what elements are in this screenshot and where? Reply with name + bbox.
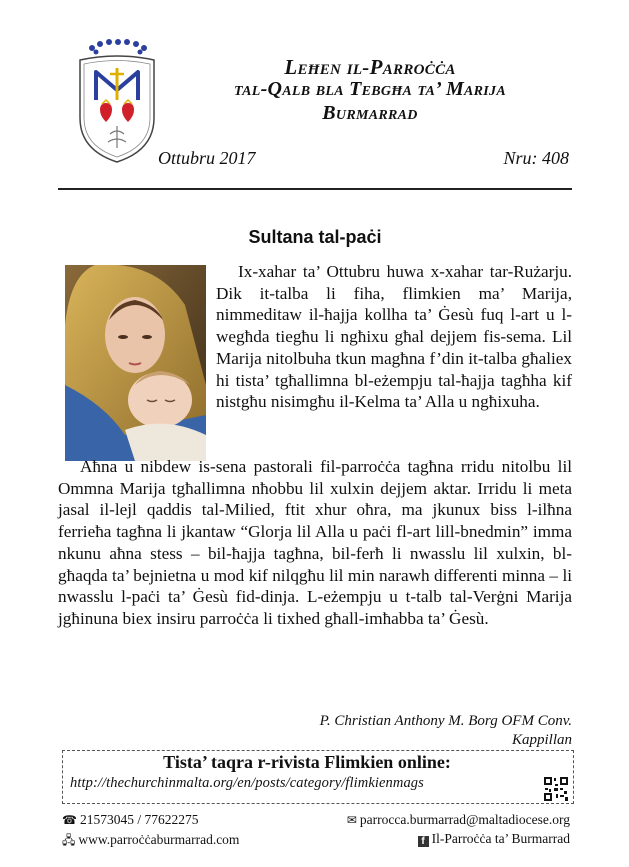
footer-email bbox=[314, 812, 570, 828]
footer-facebook bbox=[314, 831, 570, 847]
online-box-title: Tista’ taqra r-rivista Flimkien online: bbox=[163, 752, 451, 772]
globe-icon: 🖧 bbox=[62, 833, 76, 847]
facebook-link[interactable]: Il-Parroċċa ta’ Burmarrad bbox=[431, 831, 570, 846]
article-paragraph-1: Ix-xahar ta’ Ottubru huwa x-xahar tar-Rużarju. Dik it-talba li fiha, flimkien ma’ Marija, nimmeditaw il-ħajja kollha ta’ Ġesù fuq l-art u l-wegħda tiegħu li ngħixu għal dejjem fis-sema. Lil Marija nitolbuha tkun magħna f’din it-talba għaliex hi tista’ tgħallimna bl-eżempju tal-ħajja tagħha kif nistgħu nisimgħu il-Kelma ta’ Alla u ngħixuha. bbox=[216, 262, 572, 412]
footer-phone bbox=[62, 812, 198, 828]
online-magazine-link[interactable]: http://thechurchinmalta.org/en/posts/category/flimkienmags bbox=[70, 775, 424, 791]
article-paragraph-2: Aħna u nibdew is-sena pastorali fil-parroċċa tagħna rridu nitolbu lil Ommna Marija tgħallimna nħobbu lil xulxin dejjem aktar. Irridu li meta jasal il-lejl qaddis tal-Milied, ftit xhur oħra, ma jkunux biss l-ilħna ferrieħa tagħna li jkantaw “Glorja lil Alla u paċi fl-art lill-bnedmin” imma nkunu aħna stess – bil-ħajja tagħna, bil-ferħ li nwasslu lil xulxin, bl-għaqda ta’ bejnietna u mod kif nilqgħu lil min narawh differenti minna – li nwasslu l-paċi ta’ Ġesù fid-dinja. L-eżempju u t-talb tal-Verġni Marija jgħinuna biex insiru parroċċa li tixhed għall-imħabba ta’ Ġesù. bbox=[58, 457, 572, 628]
signature-name: P. Christian Anthony M. Borg OFM Conv. bbox=[319, 713, 572, 729]
article-title: Sultana tal-paċi bbox=[248, 227, 382, 247]
footer-website bbox=[62, 831, 239, 852]
website-link[interactable]: www.parroċċaburmarrad.com bbox=[78, 832, 240, 847]
facebook-icon: f bbox=[418, 836, 429, 847]
issue-number: Nru: 408 bbox=[503, 148, 569, 168]
envelope-icon: ✉ bbox=[346, 813, 357, 827]
phone-numbers: 21573045 / 77622275 bbox=[79, 812, 199, 827]
article-signature bbox=[58, 712, 572, 750]
qr-code-icon bbox=[543, 776, 569, 802]
telephone-icon: ☎ bbox=[62, 813, 77, 827]
header-title-line2: tal-Qalb bla Tebgħa ta’ Marija bbox=[234, 78, 506, 100]
signature-role: Kappillan bbox=[511, 732, 572, 748]
email-link[interactable]: parrocca.burmarrad@maltadiocese.org bbox=[359, 812, 570, 827]
header-divider bbox=[58, 188, 572, 190]
madonna-and-child-image bbox=[65, 265, 206, 461]
parish-logo bbox=[72, 38, 162, 166]
header-title-line1: Leħen il-Parroċċa bbox=[284, 55, 456, 79]
issue-date: Ottubru 2017 bbox=[158, 148, 256, 168]
header-title-line3: Burmarrad bbox=[322, 102, 418, 124]
